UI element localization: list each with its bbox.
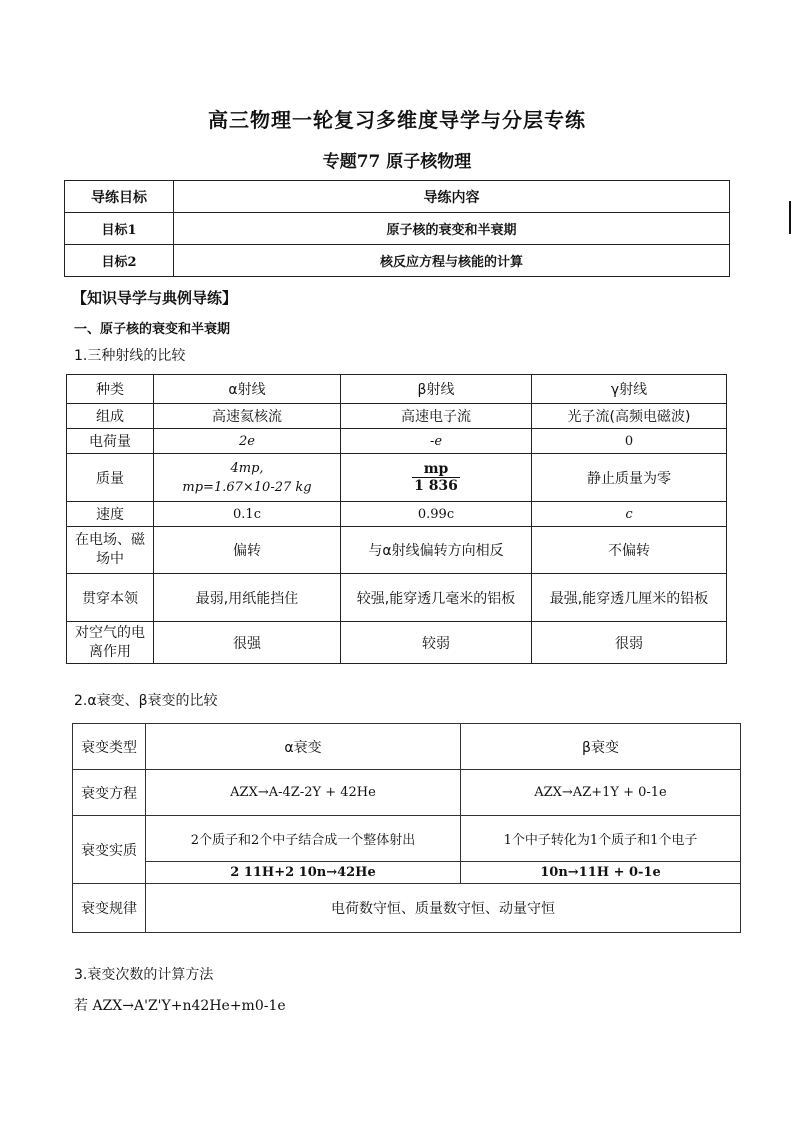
beta-mass-denominator: 1 836	[414, 478, 458, 494]
cell: 不偏转	[532, 527, 727, 574]
goal-content: 核反应方程与核能的计算	[174, 245, 730, 277]
table-row	[67, 404, 727, 429]
row-label: 质量	[67, 454, 154, 502]
rays-header-beta: β射线	[341, 375, 532, 404]
goal-label: 目标1	[65, 213, 174, 245]
rays-header-kind: 种类	[67, 375, 154, 404]
goals-header-content: 导练内容	[174, 181, 730, 213]
table-row	[65, 213, 730, 245]
row-label: 贯穿本领	[67, 574, 154, 622]
cell: 光子流(高频电磁波)	[532, 404, 727, 429]
beta-essence-equation: 10n→11H + 0-1e	[461, 862, 741, 884]
cell: 2e	[154, 429, 341, 454]
alpha-mass-line2: mp=1.67×10-27 kg	[182, 479, 312, 495]
cell: 最强,能穿透几厘米的铅板	[532, 574, 727, 622]
topic-subtitle: 专题77 原子核物理	[322, 152, 472, 172]
alpha-mass-cell	[154, 454, 341, 502]
alpha-essence: 2个质子和2个中子结合成一个整体射出	[146, 816, 461, 862]
table-row	[73, 770, 741, 816]
row-label: 组成	[67, 404, 154, 429]
row-label: 衰变实质	[73, 816, 146, 884]
rays-header-gamma: γ射线	[532, 375, 727, 404]
row-label: 衰变方程	[73, 770, 146, 816]
sub2-heading: 2.α衰变、β衰变的比较	[74, 693, 218, 709]
row-label: 对空气的电离作用	[67, 622, 154, 664]
table-row	[65, 245, 730, 277]
beta-essence: 1个中子转化为1个质子和1个电子	[461, 816, 741, 862]
cell: 与α射线偏转方向相反	[341, 527, 532, 574]
beta-mass-cell	[341, 454, 532, 502]
cell: 高速电子流	[341, 404, 532, 429]
table-row	[73, 816, 741, 862]
row-label: 速度	[67, 502, 154, 527]
sub3-heading: 3.衰变次数的计算方法	[74, 967, 214, 983]
cell: 很强	[154, 622, 341, 664]
sub1-heading: 1.三种射线的比较	[74, 348, 186, 364]
cell: 较强,能穿透几毫米的铝板	[341, 574, 532, 622]
cell: 0.99c	[341, 502, 532, 527]
row-label: 电荷量	[67, 429, 154, 454]
row-label: 在电场、磁场中	[67, 527, 154, 574]
alpha-equation: AZX→A-4Z-2Y + 42He	[146, 770, 461, 816]
cell: 最弱,用纸能挡住	[154, 574, 341, 622]
cell: 偏转	[154, 527, 341, 574]
cell: 0	[532, 429, 727, 454]
decay-count-formula: 若 AZX→A'Z'Y+n42He+m0-1e	[74, 998, 286, 1014]
beta-mass-numerator: mp	[412, 461, 460, 478]
alpha-mass-line1: 4mp,	[230, 460, 264, 476]
table-row	[67, 574, 727, 622]
goal-content: 原子核的衰变和半衰期	[174, 213, 730, 245]
table-row	[67, 502, 727, 527]
row-label: 衰变规律	[73, 884, 146, 933]
cell: c	[532, 502, 727, 527]
table-row	[73, 862, 741, 884]
rays-header-alpha: α射线	[154, 375, 341, 404]
goals-table	[64, 180, 730, 277]
cell: 较弱	[341, 622, 532, 664]
table-row	[67, 454, 727, 502]
part1-heading: 一、原子核的衰变和半衰期	[74, 322, 231, 337]
cell: -e	[341, 429, 532, 454]
rays-table	[66, 374, 727, 664]
goals-header-row	[65, 181, 730, 213]
goal-label: 目标2	[65, 245, 174, 277]
document-title: 高三物理一轮复习多维度导学与分层专练	[208, 108, 586, 132]
cell: 很弱	[532, 622, 727, 664]
decay-header-beta: β衰变	[461, 724, 741, 770]
table-row	[73, 884, 741, 933]
cell: 高速氦核流	[154, 404, 341, 429]
beta-mass-fraction	[412, 461, 460, 494]
table-row	[73, 724, 741, 770]
table-row	[67, 429, 727, 454]
cell: 0.1c	[154, 502, 341, 527]
beta-equation: AZX→AZ+1Y + 0-1e	[461, 770, 741, 816]
decay-header-alpha: α衰变	[146, 724, 461, 770]
decay-table	[72, 723, 741, 933]
table-row	[67, 527, 727, 574]
goals-header-goal: 导练目标	[65, 181, 174, 213]
section-heading: 【知识导学与典例导练】	[72, 289, 238, 307]
cell: 静止质量为零	[532, 454, 727, 502]
alpha-essence-equation: 2 11H+2 10n→42He	[146, 862, 461, 884]
page-edge-mark	[789, 201, 791, 234]
table-row	[67, 375, 727, 404]
table-row	[67, 622, 727, 664]
decay-rule: 电荷数守恒、质量数守恒、动量守恒	[146, 884, 741, 933]
decay-header-type: 衰变类型	[73, 724, 146, 770]
